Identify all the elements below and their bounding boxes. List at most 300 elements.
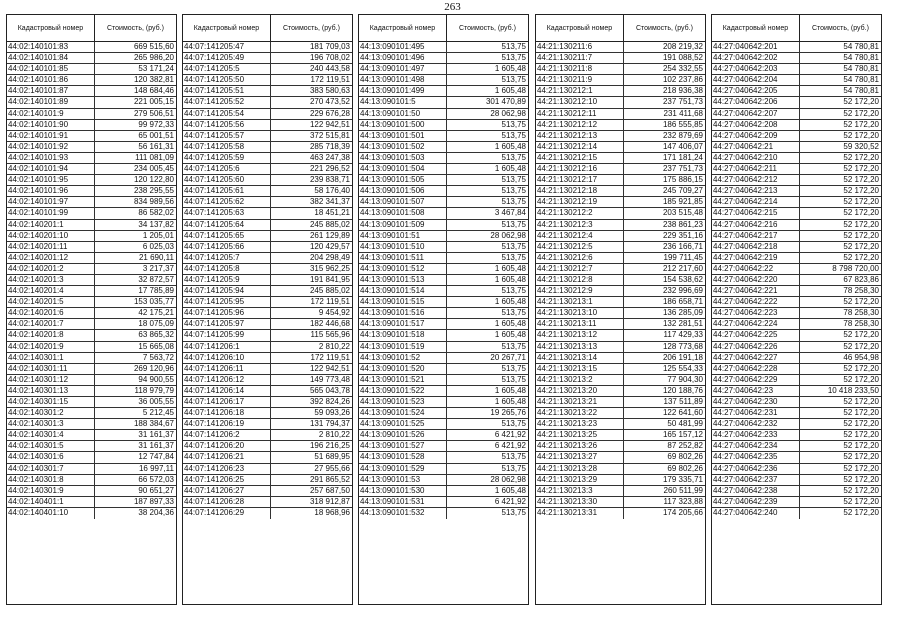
table-row [183,297,352,308]
table-row [183,231,352,242]
cost-cell: 187 897,33 [133,496,174,506]
cadastral-number-cell: 44:13:090101:502 [359,142,447,152]
table-row [7,231,176,242]
cost-cell: 239 838,71 [309,175,350,185]
cadastral-number-cell: 44:27:040642:232 [712,419,800,429]
cost-cell: 67 823,86 [843,274,879,284]
cost-cell: 174 205,66 [662,507,703,517]
table-row [7,220,176,231]
cadastral-number-cell: 44:21:130213:22 [536,408,624,418]
cost-cell: 52 172,20 [843,341,879,351]
table-row [536,297,705,308]
table-header [7,15,176,42]
cadastral-number-cell: 44:02:140301:12 [7,375,95,385]
table-row [536,175,705,186]
cost-cell: 52 172,20 [843,374,879,384]
cost-cell: 2 810,22 [318,430,350,440]
cadastral-number-cell: 44:02:140301:1 [7,353,95,363]
cadastral-number-cell: 44:21:130212:5 [536,242,624,252]
cadastral-number-cell: 44:27:040642:23 [712,386,800,396]
table-row [536,75,705,86]
table-row [7,264,176,275]
cost-cell: 118 979,79 [134,385,174,395]
cost-cell: 52 172,20 [843,419,879,429]
cadastral-number-cell: 44:13:090101:532 [359,508,447,519]
table-row [183,175,352,186]
cadastral-number-cell: 44:13:090101:510 [359,242,447,252]
cost-cell: 28 062,98 [490,108,526,118]
cost-cell: 28 062,98 [490,474,526,484]
table-row [712,153,881,164]
cadastral-number-cell: 44:07:141205:63 [183,208,271,218]
cadastral-number-cell: 44:02:140201:1 [7,220,95,230]
table-row [7,342,176,353]
table-row [359,319,528,330]
cadastral-number-cell: 44:07:141205:65 [183,231,271,241]
cadastral-number-cell: 44:13:090101:499 [359,86,447,96]
cadastral-number-cell: 44:21:130213:25 [536,430,624,440]
cost-cell: 21 690,11 [138,252,174,262]
cadastral-number-cell: 44:13:090101:526 [359,430,447,440]
table-row [359,486,528,497]
cost-cell: 20 267,71 [490,352,526,362]
table-row [7,75,176,86]
cadastral-number-cell: 44:02:140101:86 [7,75,95,85]
cadastral-number-cell: 44:21:130213:14 [536,353,624,363]
cost-cell: 1 605,48 [494,164,526,174]
table-row [712,253,881,264]
table-row [536,430,705,441]
table-row [183,353,352,364]
cadastral-number-cell: 44:21:130213:31 [536,508,624,519]
cost-cell: 513,75 [501,286,526,296]
table-row [183,419,352,430]
table-row [536,208,705,219]
cost-cell: 153 035,77 [133,297,174,307]
table-row [359,109,528,120]
cost-cell: 65 001,51 [138,130,174,140]
cost-cell: 254 332,55 [662,64,703,74]
table-row [7,142,176,153]
cadastral-number-cell: 44:27:040642:226 [712,342,800,352]
cost-cell: 165 157,12 [662,430,703,440]
cadastral-number-cell: 44:27:040642:21 [712,142,800,152]
cadastral-number-cell: 44:21:130213:11 [536,319,624,329]
table-row [712,53,881,64]
cost-cell: 50 481,99 [667,419,703,429]
table-row [359,342,528,353]
cost-cell: 382 341,37 [309,197,350,207]
cost-cell: 175 886,15 [662,175,703,185]
cadastral-number-cell: 44:13:090101:517 [359,319,447,329]
table-row [7,120,176,131]
cadastral-number-cell: 44:07:141205:61 [183,186,271,196]
cost-cell: 260 511,99 [663,485,703,495]
cadastral-number-cell: 44:13:090101:503 [359,153,447,163]
cost-cell: 2 810,22 [318,341,350,351]
cost-cell: 513,75 [501,507,526,517]
table-row [359,264,528,275]
table-row [7,486,176,497]
table-row [7,53,176,64]
table-row [359,175,528,186]
cost-cell: 132 281,51 [662,319,703,329]
cadastral-number-cell: 44:02:140101:90 [7,120,95,130]
cadastral-number-cell: 44:02:140201:10 [7,231,95,241]
cost-cell: 270 473,52 [309,97,350,107]
table-row [536,375,705,386]
cadastral-number-cell: 44:21:130212:9 [536,286,624,296]
cadastral-number-cell: 44:21:130212:3 [536,220,624,230]
header-cadastral-number: Кадастровый номер [359,15,447,41]
cost-cell: 120 382,81 [133,75,174,85]
table-row [183,197,352,208]
cadastral-number-cell: 44:07:141205:57 [183,131,271,141]
cadastral-number-cell: 44:21:130213:15 [536,364,624,374]
cost-cell: 1 605,48 [494,86,526,96]
cadastral-number-cell: 44:02:140301:13 [7,386,95,396]
cadastral-number-cell: 44:21:130213:30 [536,497,624,507]
cost-cell: 229 676,28 [309,108,350,118]
cadastral-number-cell: 44:27:040642:230 [712,397,800,407]
table-header [712,15,881,42]
table-row [536,186,705,197]
cost-cell: 463 247,38 [309,152,350,162]
table-row [359,330,528,341]
table-row [359,508,528,519]
cost-cell: 245 885,02 [309,219,350,229]
cost-cell: 99 972,33 [138,119,174,129]
table-row [712,441,881,452]
cadastral-number-cell: 44:21:130212:4 [536,231,624,241]
cadastral-number-cell: 44:13:090101:511 [359,253,447,263]
cost-cell: 1 605,48 [494,319,526,329]
cost-cell: 513,75 [501,53,526,63]
table-row [359,464,528,475]
table-row [536,242,705,253]
cost-cell: 231 411,68 [663,108,703,118]
cost-cell: 52 172,20 [843,130,879,140]
cadastral-number-cell: 44:02:140201:8 [7,330,95,340]
cost-cell: 9 454,92 [318,308,350,318]
cadastral-number-cell: 44:02:140101:96 [7,186,95,196]
table-row [7,153,176,164]
table-row [183,97,352,108]
cadastral-number-cell: 44:07:141205:56 [183,120,271,130]
table-row [359,253,528,264]
table-row [7,330,176,341]
table-row [359,475,528,486]
cost-cell: 1 605,48 [494,274,526,284]
cadastral-number-cell: 44:13:090101:528 [359,452,447,462]
table-row [536,253,705,264]
cost-cell: 245 709,27 [662,186,703,196]
table-row [712,42,881,53]
cost-cell: 52 172,20 [843,485,879,495]
table-row [712,353,881,364]
table-row [183,42,352,53]
cost-cell: 372 515,81 [309,130,350,140]
cost-cell: 52 172,20 [843,463,879,473]
table-row [712,242,881,253]
cadastral-number-cell: 44:21:130212:16 [536,164,624,174]
cost-cell: 232 996,69 [662,286,703,296]
table-row [7,430,176,441]
table-row [536,97,705,108]
cadastral-number-cell: 44:13:090101:51 [359,231,447,241]
cost-cell: 52 172,20 [843,252,879,262]
cadastral-number-cell: 44:27:040642:237 [712,475,800,485]
cost-cell: 218 936,38 [662,86,703,96]
cadastral-number-cell: 44:02:140201:4 [7,286,95,296]
cost-cell: 19 265,76 [490,408,526,418]
table-row [7,364,176,375]
cost-cell: 513,75 [501,463,526,473]
cadastral-number-cell: 44:02:140301:11 [7,364,95,374]
cadastral-number-cell: 44:13:090101:507 [359,197,447,207]
cadastral-number-cell: 44:07:141206:18 [183,408,271,418]
table-row [183,109,352,120]
cost-cell: 63 865,32 [138,330,174,340]
header-cost: Стоимость, (руб.) [282,25,340,32]
cadastral-number-cell: 44:27:040642:233 [712,430,800,440]
cost-cell: 513,75 [501,119,526,129]
cadastral-number-cell: 44:21:130212:17 [536,175,624,185]
table-row [359,242,528,253]
table-row [536,464,705,475]
table-row [183,120,352,131]
header-cost: Стоимость, (руб.) [635,25,693,32]
table-row [712,175,881,186]
cadastral-number-cell: 44:02:140301:8 [7,475,95,485]
cost-cell: 54 780,81 [843,64,879,74]
cost-cell: 52 172,20 [843,186,879,196]
cost-cell: 212 217,60 [662,263,703,273]
cost-cell: 383 580,63 [309,86,350,96]
cost-cell: 16 997,11 [138,463,174,473]
table-row [536,64,705,75]
cost-cell: 185 921,85 [662,197,703,207]
cost-cell: 122 942,51 [309,119,350,129]
cadastral-number-cell: 44:07:141205:8 [183,264,271,274]
cadastral-number-cell: 44:07:141206:11 [183,364,271,374]
cost-cell: 1 605,48 [494,485,526,495]
cadastral-number-cell: 44:07:141205:52 [183,97,271,107]
cadastral-number-cell: 44:07:141206:23 [183,464,271,474]
cadastral-number-cell: 44:27:040642:240 [712,508,800,519]
cost-cell: 69 802,26 [667,463,703,473]
header-cadastral-number: Кадастровый номер [7,15,95,41]
table-row [7,375,176,386]
cost-cell: 18 451,21 [314,208,350,218]
table-row [183,497,352,508]
table-row [712,231,881,242]
table-row [536,386,705,397]
table-row [183,319,352,330]
cost-cell: 318 912,87 [309,496,350,506]
cadastral-number-cell: 44:27:040642:218 [712,242,800,252]
table-row [359,419,528,430]
cost-cell: 181 709,03 [309,42,350,51]
table-row [7,386,176,397]
cadastral-number-cell: 44:02:140301:2 [7,408,95,418]
table-row [536,408,705,419]
cost-cell: 513,75 [501,308,526,318]
cadastral-number-cell: 44:27:040642:211 [712,164,800,174]
table-row [7,253,176,264]
cost-cell: 186 555,85 [662,119,703,129]
cost-cell: 1 605,48 [494,64,526,74]
table-row [536,231,705,242]
cost-cell: 117 323,88 [663,496,703,506]
cost-cell: 12 747,84 [138,452,174,462]
cadastral-number-cell: 44:27:040642:202 [712,53,800,63]
cost-cell: 66 572,03 [138,474,174,484]
cadastral-table-5 [711,14,882,605]
table-row [359,353,528,364]
table-row [359,164,528,175]
cost-cell: 1 605,48 [494,397,526,406]
cost-cell: 285 718,39 [309,141,350,151]
cadastral-number-cell: 44:07:141205:64 [183,220,271,230]
cost-cell: 1 205,01 [142,230,174,240]
cadastral-number-cell: 44:02:140301:15 [7,397,95,407]
table-row [712,452,881,463]
table-row [183,330,352,341]
cadastral-number-cell: 44:27:040642:208 [712,120,800,130]
table-row [536,508,705,519]
cadastral-number-cell: 44:02:140101:87 [7,86,95,96]
cost-cell: 52 172,20 [843,208,879,218]
cost-cell: 52 172,20 [843,496,879,506]
cost-cell: 221 005,15 [133,97,174,107]
cost-cell: 52 172,20 [843,474,879,484]
cadastral-number-cell: 44:02:140101:85 [7,64,95,74]
cost-cell: 54 780,81 [843,53,879,63]
table-row [359,153,528,164]
table-row [183,308,352,319]
cost-cell: 15 665,08 [138,341,174,351]
cadastral-number-cell: 44:07:141205:9 [183,275,271,285]
cadastral-table-4 [535,14,706,605]
table-row [712,97,881,108]
table-row [359,131,528,142]
cadastral-number-cell: 44:13:090101:529 [359,464,447,474]
table-row [359,97,528,108]
cost-cell: 279 506,51 [133,108,174,118]
table-row [712,497,881,508]
cadastral-number-cell: 44:13:090101:527 [359,441,447,451]
cadastral-number-cell: 44:13:090101:523 [359,397,447,407]
cost-cell: 117 429,33 [663,330,703,340]
cost-cell: 513,75 [501,374,526,384]
table-row [359,231,528,242]
table-row [183,242,352,253]
cost-cell: 204 298,49 [309,252,350,262]
cadastral-number-cell: 44:27:040642:203 [712,64,800,74]
table-row [536,353,705,364]
table-row [359,220,528,231]
cost-cell: 78 258,30 [843,319,879,329]
cadastral-number-cell: 44:13:090101:509 [359,220,447,230]
cost-cell: 31 161,37 [138,430,174,440]
cadastral-number-cell: 44:27:040642:201 [712,42,800,52]
cost-cell: 111 081,09 [135,152,174,162]
table-row [7,208,176,219]
table-row [536,42,705,53]
header-cost: Стоимость, (руб.) [106,25,164,32]
cost-cell: 27 955,66 [314,463,350,473]
cost-cell: 203 515,48 [662,208,703,218]
table-row [712,419,881,430]
cadastral-number-cell: 44:21:130212:7 [536,264,624,274]
cost-cell: 94 900,55 [138,374,174,384]
cost-cell: 59 093,26 [314,408,350,418]
cadastral-number-cell: 44:07:141205:6 [183,164,271,174]
cadastral-table-2 [182,14,353,605]
cadastral-number-cell: 44:07:141205:96 [183,308,271,318]
table-row [359,364,528,375]
cadastral-number-cell: 44:02:140201:5 [7,297,95,307]
cadastral-number-cell: 44:02:140301:9 [7,486,95,496]
table-row [7,97,176,108]
cost-cell: 18 968,96 [314,507,350,517]
table-row [183,64,352,75]
cost-cell: 513,75 [501,419,526,429]
table-row [536,441,705,452]
cost-cell: 6 025,03 [142,241,174,251]
cost-cell: 36 005,55 [138,397,174,406]
table-row [712,342,881,353]
cost-cell: 17 785,89 [138,286,174,296]
table-row [183,220,352,231]
cadastral-number-cell: 44:02:140101:95 [7,175,95,185]
cadastral-number-cell: 44:13:090101:524 [359,408,447,418]
cost-cell: 31 161,37 [138,441,174,451]
cost-cell: 42 175,21 [138,308,174,318]
cadastral-number-cell: 44:07:141205:58 [183,142,271,152]
cadastral-number-cell: 44:21:130212:6 [536,253,624,263]
table-row [183,452,352,463]
cadastral-table-1 [6,14,177,605]
table-row [712,164,881,175]
cost-cell: 86 582,02 [138,208,174,218]
table-row [183,164,352,175]
cadastral-number-cell: 44:27:040642:209 [712,131,800,141]
cadastral-number-cell: 44:07:141205:51 [183,86,271,96]
cost-cell: 1 605,48 [494,141,526,151]
cadastral-number-cell: 44:07:141205:54 [183,109,271,119]
cost-cell: 51 689,95 [314,452,350,462]
cadastral-number-cell: 44:13:090101:508 [359,208,447,218]
cadastral-number-cell: 44:27:040642:205 [712,86,800,96]
table-row [536,330,705,341]
table-row [7,441,176,452]
table-row [536,153,705,164]
table-row [7,109,176,120]
table-row [183,342,352,353]
cadastral-number-cell: 44:21:130213:26 [536,441,624,451]
table-row [359,430,528,441]
cadastral-number-cell: 44:13:090101:506 [359,186,447,196]
table-row [183,441,352,452]
cost-cell: 52 172,20 [843,152,879,162]
table-row [7,308,176,319]
table-row [7,452,176,463]
cadastral-number-cell: 44:02:140101:9 [7,109,95,119]
table-row [183,253,352,264]
table-row [7,297,176,308]
